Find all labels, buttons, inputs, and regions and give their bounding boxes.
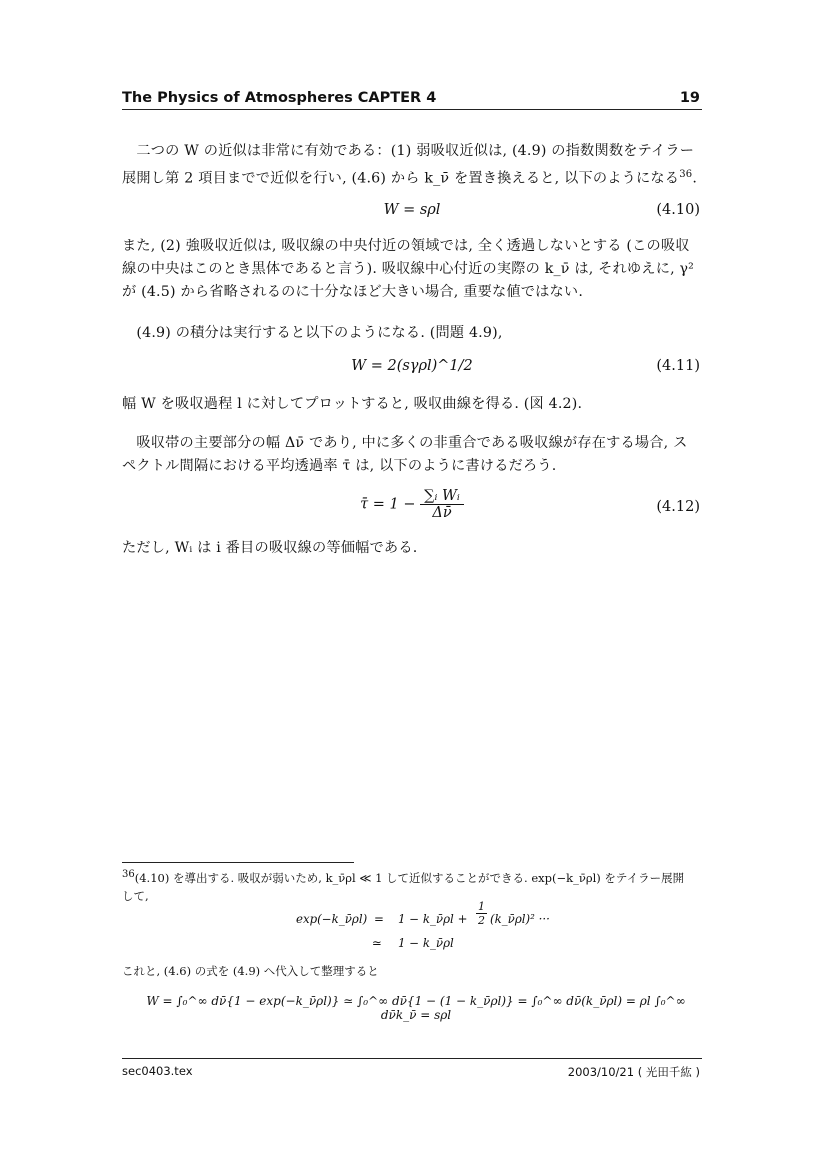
- aligned-rhs: 1 − k_ν̄ρl +: [398, 912, 468, 926]
- paragraph-curve-of-growth: [122, 393, 702, 416]
- paragraph-strong-absorption: [122, 235, 702, 304]
- equation-number: (4.11): [656, 358, 700, 374]
- footnote-divider: [122, 862, 354, 863]
- paragraph-definition: [122, 537, 702, 560]
- paragraph-line: ただし, Wᵢ は i 番目の吸収線の等価幅である.: [122, 540, 418, 556]
- aligned-relation: ≃: [372, 936, 382, 950]
- paragraph-line: 幅 W を吸収過程 l に対してプロットすると, 吸収曲線を得る. (図 4.2).: [122, 396, 583, 412]
- footnote-line: これと, (4.6) の式を (4.9) へ代入して整理すると: [122, 964, 379, 978]
- page-number: 19: [679, 90, 700, 106]
- header-title: The Physics of Atmospheres CAPTER 4: [122, 90, 437, 106]
- equation-number: (4.12): [656, 499, 700, 515]
- footer-filename: sec0403.tex: [122, 1064, 193, 1078]
- paragraph-band: [122, 432, 702, 478]
- footnote-text: [122, 962, 702, 980]
- equation-lhs: τ̄ = 1 −: [360, 496, 416, 513]
- aligned-relation: =: [374, 912, 384, 926]
- equation-4-11: [122, 358, 702, 382]
- running-header: [122, 90, 702, 110]
- paragraph-line: 展開し第 2 項目までで近似を行い, (4.6) から k_ν̄ を置き換えると, 以下のようになる$^{36}$.: [122, 169, 698, 187]
- footnote-line: $^{36}$(4.10) を導出する. 吸収が弱いため, k_ν̄ρl ≪ 1 して近似することができる. exp(−k_ν̄ρl) をテイラー展開: [122, 869, 685, 885]
- footnote-mark: 36: [122, 869, 135, 880]
- paragraph-line: また, (2) 強吸収近似は, 吸収線の中央付近の領域では, 全く透過しないとする (この吸収: [122, 238, 690, 254]
- equation-4-10: [122, 202, 702, 226]
- paragraph-line: 線の中央はこのとき黒体であると言う). 吸収線中心付近の実際の k_ν̄ は, それゆえに, γ²: [122, 261, 695, 277]
- equation-body: W = 2(sγρl)^1/2: [351, 358, 473, 374]
- paragraph-line: (4.9) の積分は実行すると以下のようになる. (問題 4.9),: [122, 325, 503, 341]
- fraction-numerator: ∑ᵢ Wᵢ: [420, 488, 464, 505]
- paragraph-line: が (4.5) から省略されるのに十分なほど大きい場合, 重要な値ではない.: [122, 284, 584, 300]
- footnote-line: して,: [122, 888, 149, 903]
- paragraph-line: 二つの W の近似は非常に有効である：(1) 弱吸収近似は, (4.9) の指数関数をテイラー: [122, 143, 695, 159]
- aligned-rhs: (k_ν̄ρl)² ···: [490, 912, 550, 926]
- aligned-rhs: 1 − k_ν̄ρl: [398, 936, 454, 950]
- equation-4-12: [122, 488, 702, 534]
- equation-body: W = sρl: [383, 202, 441, 218]
- paragraph-line: 吸収帯の主要部分の幅 Δν̄ であり, 中に多くの非重合である吸収線が存在する場合, ス: [122, 435, 688, 451]
- footer-date: 2003/10/21 ( 光田千紘 ): [567, 1065, 700, 1079]
- fraction-denominator: Δν̄: [432, 505, 452, 521]
- paragraph-integral: [122, 322, 702, 345]
- paragraph-approximations: [122, 140, 702, 191]
- paragraph-line: ペクトル間隔における平均透過率 τ̄ は, 以下のように書けるだろう.: [122, 458, 557, 474]
- footnote-reference[interactable]: 36: [679, 169, 693, 180]
- equation-number: (4.10): [656, 202, 700, 218]
- fraction: [420, 488, 464, 521]
- aligned-lhs: exp(−k_ν̄ρl): [296, 912, 368, 926]
- footnote-derivation-equation: W = ∫₀^∞ dν̄{1 − exp(−k_ν̄ρl)} ≃ ∫₀^∞ dν̄{1 − (1 − k_ν̄ρl)} = ∫₀^∞ dν̄(k_ν̄ρl) = ρl ∫₀^∞ dν̄k_ν̄ = sρl: [146, 994, 686, 1022]
- fraction-half: $\frac{1}{2}$: [478, 900, 485, 927]
- footnote-text: [122, 866, 702, 905]
- page-footer: [122, 1058, 702, 1078]
